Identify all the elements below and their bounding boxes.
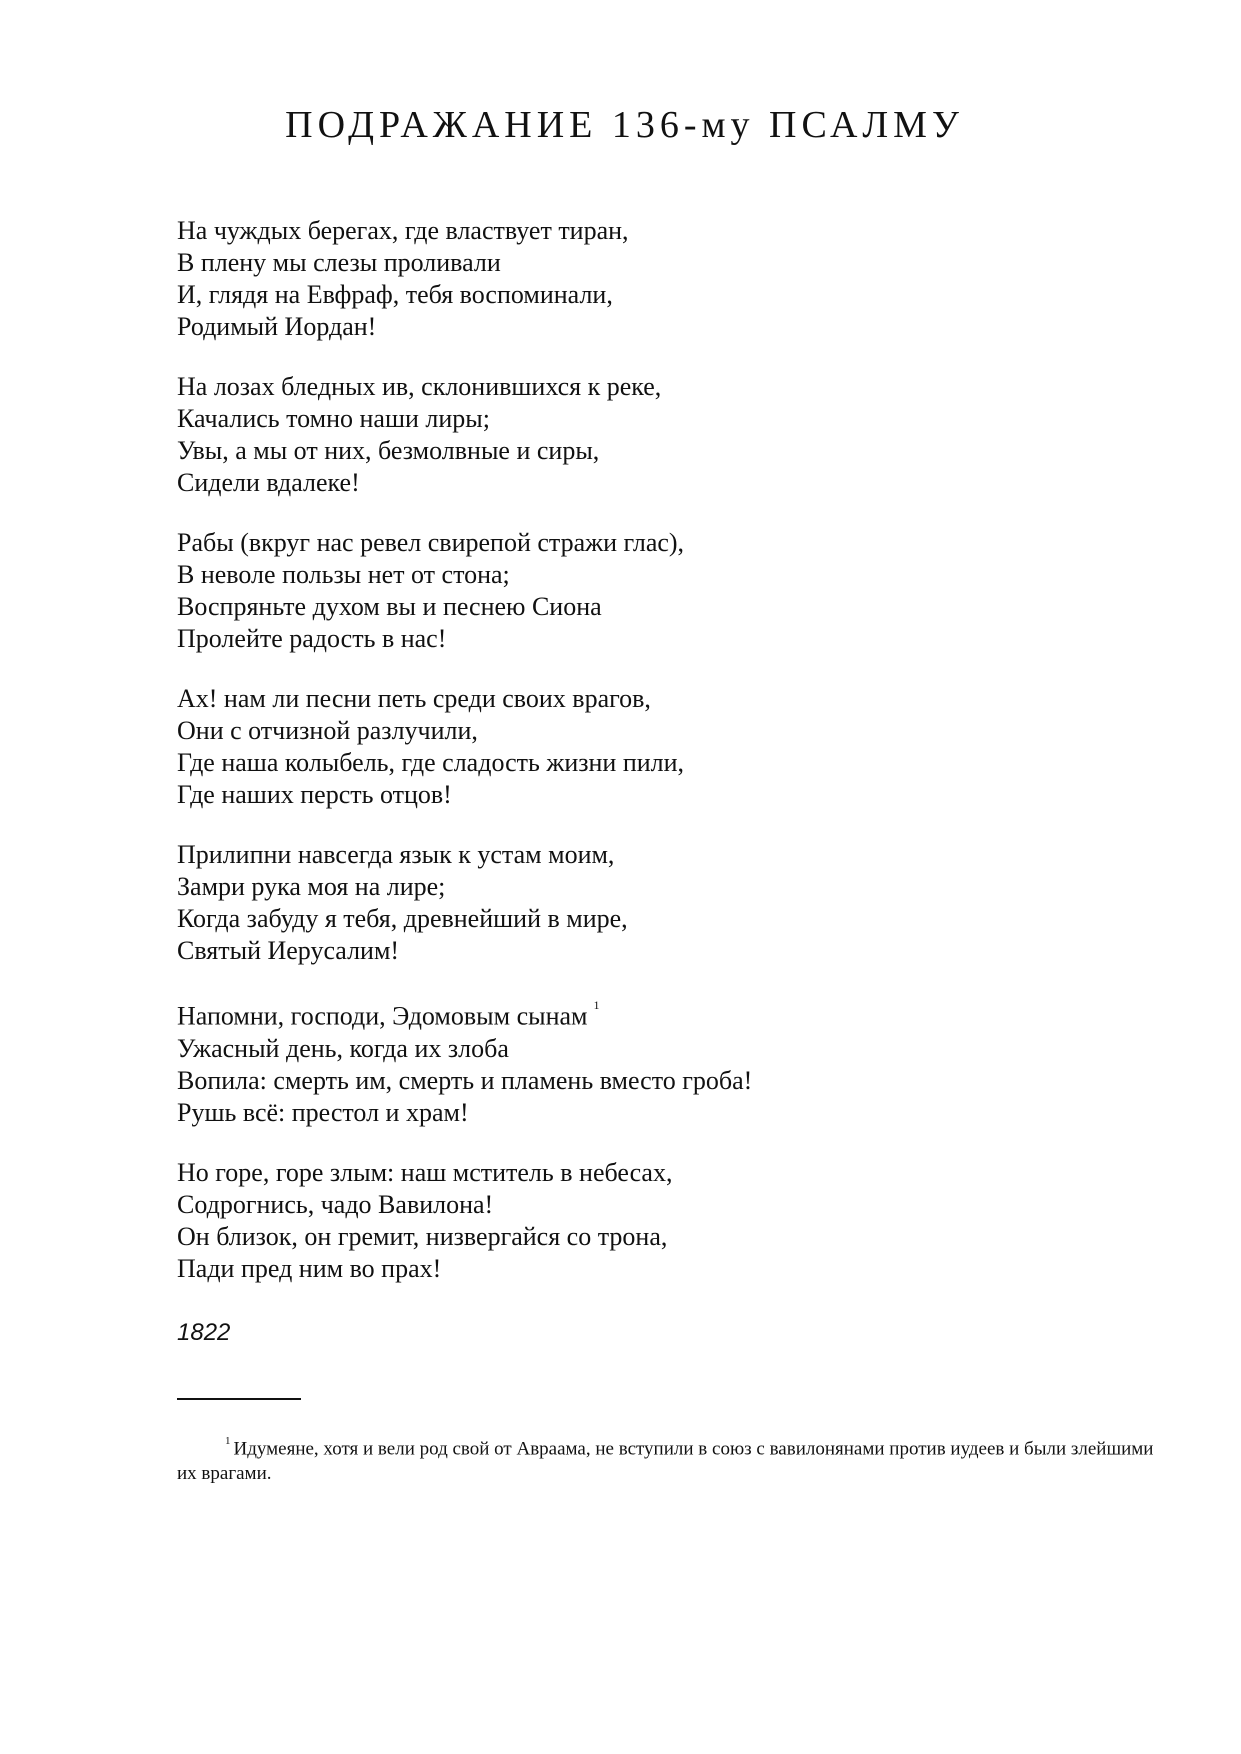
footnote [177,1432,1167,1486]
footnote-separator [177,1398,301,1400]
poem-body [177,215,1077,1313]
poem-line: Родимый Иордан! [177,312,377,341]
poem-line: И, глядя на Евфраф, тебя воспоминали, [177,280,613,309]
poem-line: Вопила: смерть им, смерть и пламень вместо гроба! [177,1065,753,1095]
poem-line: На лозах бледных ив, склонившихся к реке, [177,372,662,401]
stanza-5 [177,839,1077,967]
poem-line: Они с отчизной разлучили, [177,716,478,745]
poem-line: Увы, а мы от них, безмолвные и сиры, [177,436,600,465]
stanza-7 [177,1157,1077,1285]
footnote-mark: 1 [225,1435,231,1447]
poem-line: На чуждых берегах, где властвует тиран, [177,216,629,245]
poem-line: Качались томно наши лиры; [177,404,490,433]
poem-line: Сидели вдалеке! [177,468,360,497]
poem-line: Ах! нам ли песни петь среди своих врагов, [177,684,651,713]
poem-line: Когда забуду я тебя, древнейший в мире, [177,904,628,933]
poem-line: Содрогнись, чадо Вавилона! [177,1189,494,1219]
poem-line: Святый Иерусалим! [177,936,400,965]
stanza-1 [177,215,1077,343]
poem-line: Ужасный день, когда их злоба [177,1033,509,1063]
poem-line: Он близок, он гремит, низвергайся со трона, [177,1221,668,1251]
poem-title: ПОДРАЖАНИЕ 136-му ПСАЛМУ [285,104,964,146]
stanza-6 [177,995,1077,1129]
poem-line-with-footnote [177,995,1077,1033]
poem-line-text: Напомни, господи, Эдомовым сынам [177,1001,588,1031]
poem-line: Замри рука моя на лире; [177,872,446,901]
footnote-text: Идумеяне, хотя и вели род свой от Авраама, не вступили в союз с вавилонянами против иудеев и были злейшими их врагами. [177,1438,1154,1485]
poem-line: Где наших персть отцов! [177,780,452,809]
poem-line: Где наша колыбель, где сладость жизни пили, [177,748,685,777]
poem-line: Рабы (вкруг нас ревел свирепой стражи глас), [177,528,685,557]
poem-line: Воспряньте духом вы и песнею Сиона [177,592,602,621]
poem-line: В неволе пользы нет от стона; [177,560,510,589]
stanza-4 [177,683,1077,811]
poem-line: Пролейте радость в нас! [177,624,447,653]
stanza-2 [177,371,1077,499]
poem-line: В плену мы слезы проливали [177,248,501,277]
poem-line: Рушь всё: престол и храм! [177,1097,469,1127]
footnote-reference[interactable]: 1 [593,998,600,1012]
poem-line: Пади пред ним во прах! [177,1253,442,1283]
poem-line: Прилипни навсегда язык к устам моим, [177,840,615,869]
poem-line: Но горе, горе злым: наш мститель в небесах, [177,1157,673,1187]
poem-year: 1822 [177,1319,231,1346]
stanza-3 [177,527,1077,655]
